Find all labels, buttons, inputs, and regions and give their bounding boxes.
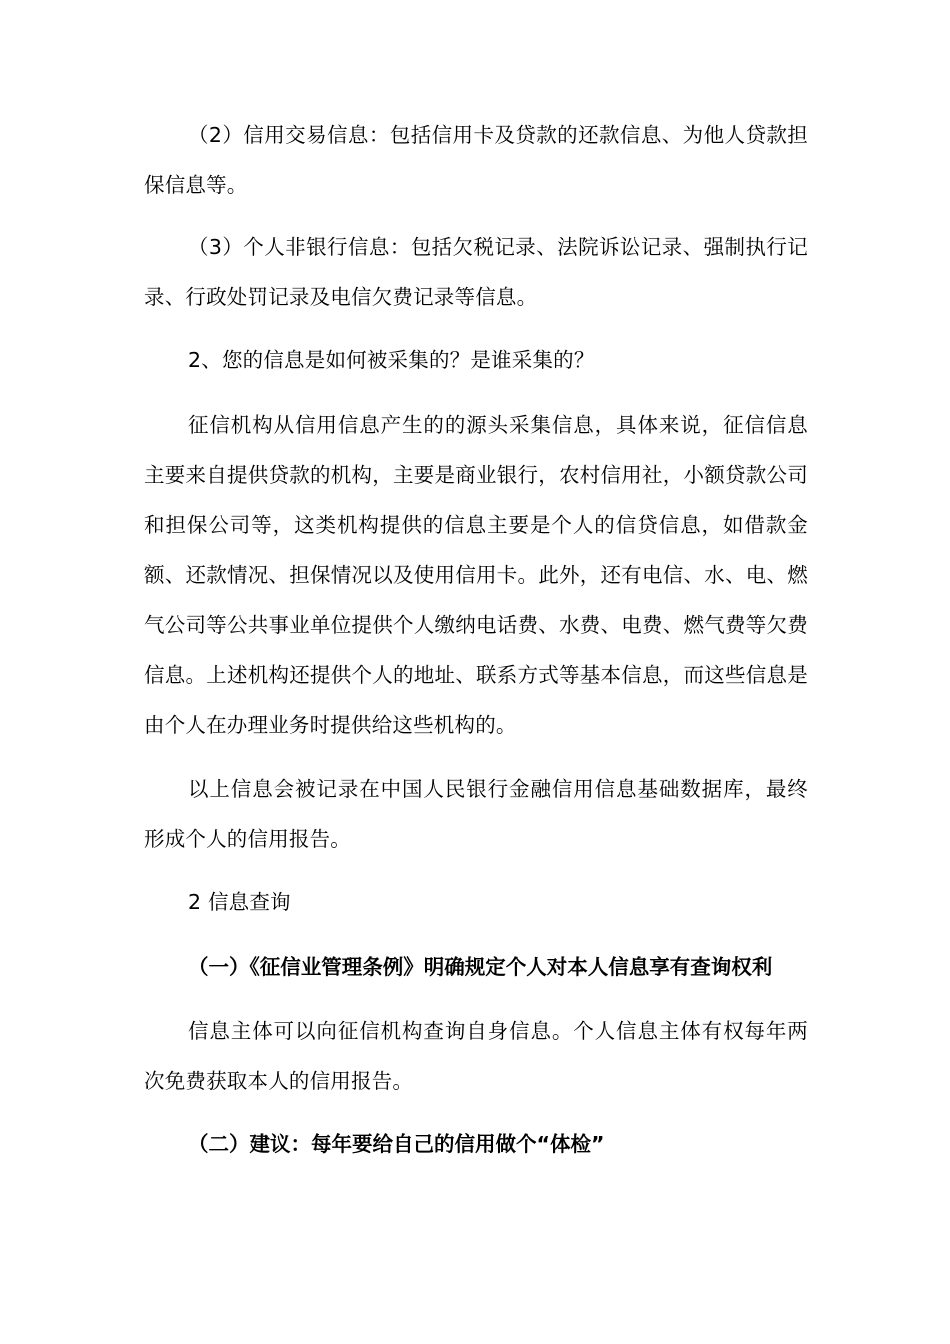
paragraph-free-report: 信息主体可以向征信机构查询自身信息。个人信息主体有权每年两次免费获取本人的信用报告。 (144, 1019, 808, 1093)
paragraph-non-bank-info: （3）个人非银行信息：包括欠税记录、法院诉讼记录、强制执行记录、行政处罚记录及电信欠费记录等信息。 (144, 235, 808, 309)
paragraph-collection-sources: 征信机构从信用信息产生的的源头采集信息，具体来说，征信信息主要来自提供贷款的机构，主要是商业银行，农村信用社，小额贷款公司和担保公司等，这类机构提供的信息主要是个人的信贷信息，如借款金额、还款情况、担保情况以及使用信用卡。此外，还有电信、水、电、燃气公司等公共事业单位提供个人缴纳电话费、水费、电费、燃气费等欠费信息。上述机构还提供个人的地址、联系方式等基本信息，而这些信息是由个人在办理业务时提供给这些机构的。 (144, 413, 808, 737)
heading-annual-checkup: （二）建议：每年要给自己的信用做个“体检” (188, 1132, 605, 1156)
heading-query-rights: （一）《征信业管理条例》明确规定个人对本人信息享有查询权利 (188, 955, 773, 979)
paragraph-credit-transaction-info: （2）信用交易信息：包括信用卡及贷款的还款信息、为他人贷款担保信息等。 (144, 123, 808, 197)
section-title-info-query: 2 信息查询 (188, 890, 291, 914)
paragraph-database-record: 以上信息会被记录在中国人民银行金融信用信息基础数据库，最终形成个人的信用报告。 (144, 777, 808, 851)
paragraph-question-collection: 2、您的信息是如何被采集的？是谁采集的？ (188, 348, 595, 372)
